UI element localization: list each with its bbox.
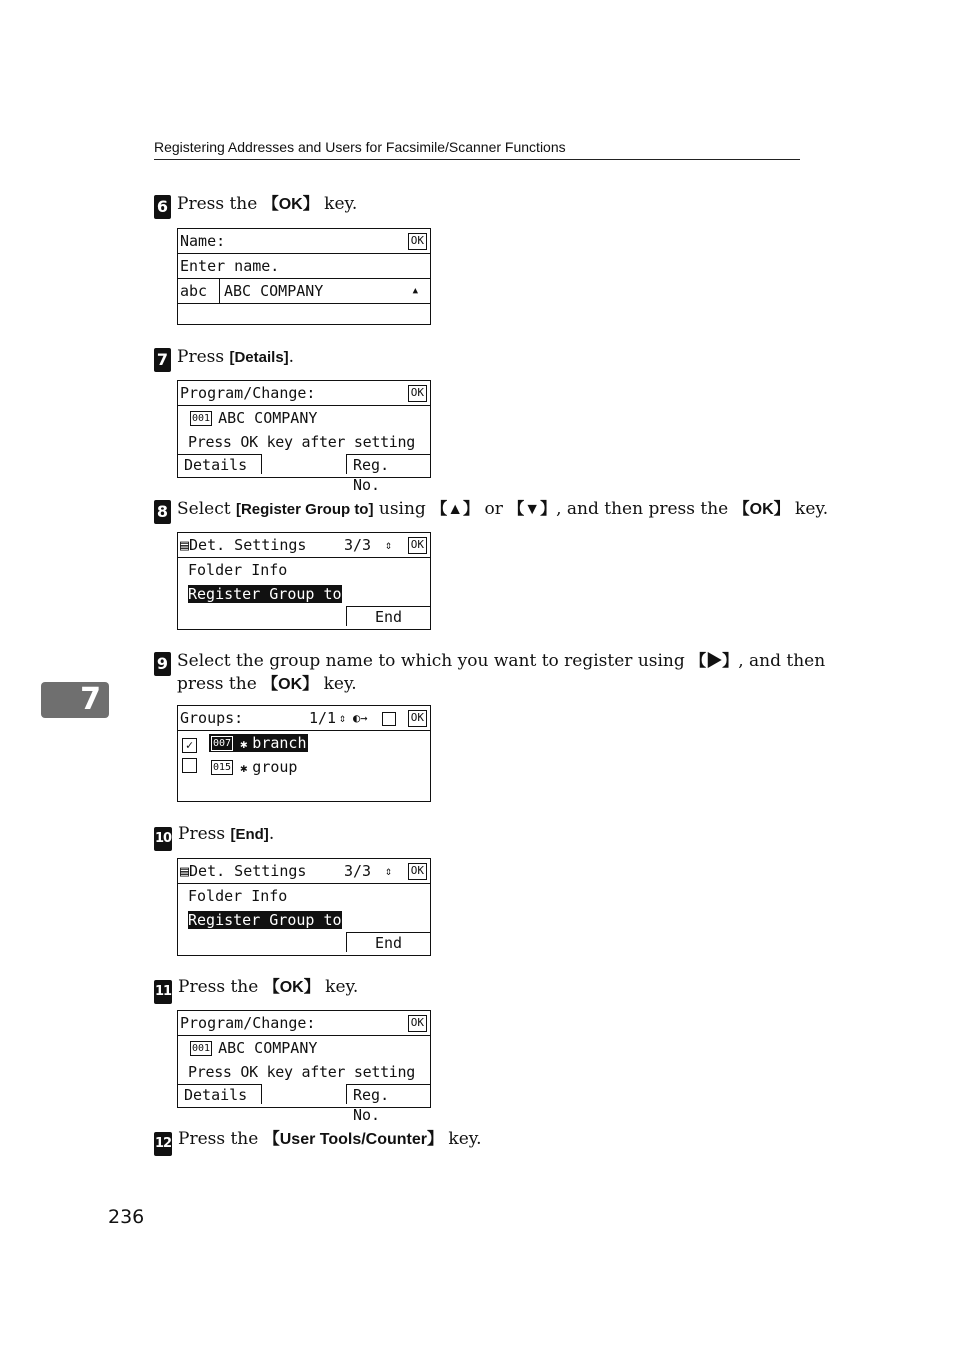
name-screen	[177, 228, 431, 325]
instruction-text: Press OK key after setting	[188, 433, 416, 451]
det-settings-screen	[177, 858, 431, 956]
step-number: 9	[154, 652, 171, 676]
ok-icon: OK	[408, 537, 427, 554]
checkbox-icon	[382, 712, 396, 726]
group-people-icon: ✱	[240, 761, 248, 775]
ok-icon: OK	[408, 385, 427, 402]
group-name: branch	[252, 734, 307, 752]
ok-icon: OK	[408, 1015, 427, 1032]
step-9: 9 Select the group name to which you want to register using 【▶】, and then	[154, 651, 825, 676]
user-tools-key-ref: 【User Tools/Counter】	[263, 1131, 444, 1148]
instruction-text: Press OK key after setting	[188, 1063, 416, 1081]
page-number: 236	[108, 1206, 145, 1228]
step-number: 7	[154, 348, 171, 372]
menu-item-folder-info[interactable]: Folder Info	[188, 561, 288, 579]
step-12: 12 Press the 【User Tools/Counter】 key.	[154, 1129, 482, 1156]
input-mode: abc	[178, 279, 220, 303]
end-button-ref: [End]	[230, 826, 269, 843]
up-down-icon: ⇕	[385, 864, 393, 878]
ok-icon: OK	[408, 233, 427, 250]
reg-no-softkey[interactable]: Reg. No.	[346, 454, 430, 474]
det-settings-screen	[177, 532, 431, 630]
page-indicator: 3/3	[344, 536, 372, 554]
ok-key-ref: 【OK】	[263, 979, 320, 996]
group-people-icon: ✱	[240, 737, 248, 751]
ok-key-ref: 【OK】	[262, 676, 319, 693]
reg-no-softkey[interactable]: Reg. No.	[346, 1084, 430, 1104]
register-group-button-ref: [Register Group to]	[235, 501, 374, 518]
right-key-ref: 【▶】	[690, 653, 739, 670]
step-number: 10	[154, 827, 172, 851]
menu-item-folder-info[interactable]: Folder Info	[188, 887, 288, 905]
group-checkbox[interactable]: ✓	[182, 738, 197, 753]
screen-title: Det. Settings	[189, 536, 307, 554]
details-softkey[interactable]: Details	[178, 1084, 262, 1104]
ok-icon: OK	[408, 710, 427, 727]
menu-item-register-group[interactable]: Register Group to	[188, 585, 342, 603]
ok-key-ref: 【OK】	[262, 196, 319, 213]
group-checkbox[interactable]	[182, 758, 197, 773]
step-number: 6	[154, 195, 171, 219]
program-change-screen	[177, 380, 431, 494]
step-number: 8	[154, 500, 171, 524]
details-button-ref: [Details]	[229, 349, 289, 366]
screen-title: Det. Settings	[189, 862, 307, 880]
program-change-screen	[177, 1010, 431, 1124]
up-down-icon: ⇕	[385, 538, 393, 552]
page-indicator: 3/3	[344, 862, 372, 880]
running-header: Registering Addresses and Users for Facsimile/Scanner Functions	[154, 138, 800, 160]
end-softkey[interactable]: End	[346, 932, 430, 952]
group-row[interactable]	[178, 731, 430, 755]
group-number: 015	[213, 762, 232, 773]
step-number: 11	[154, 980, 172, 1004]
group-row[interactable]	[178, 755, 430, 779]
group-name: group	[252, 758, 298, 776]
page-indicator: 1/1	[309, 709, 337, 727]
screen-title: Name:	[180, 232, 226, 250]
end-softkey[interactable]: End	[346, 606, 430, 626]
select-arrow-icon: ◐→	[353, 711, 368, 725]
step-10: 10 Press [End].	[154, 824, 274, 851]
groups-screen	[177, 705, 431, 802]
name-field[interactable]: ABC COMPANY	[224, 282, 324, 300]
up-key-ref: 【▲】	[431, 501, 480, 518]
step-number: 12	[154, 1132, 172, 1156]
menu-item-register-group[interactable]: Register Group to	[188, 911, 342, 929]
entry-name: ABC COMPANY	[218, 409, 318, 427]
entry-name: ABC COMPANY	[218, 1039, 318, 1057]
prompt-text: Enter name.	[180, 257, 280, 275]
reg-number: 001	[192, 413, 211, 424]
group-number: 007	[213, 738, 232, 749]
details-softkey[interactable]: Details	[178, 454, 262, 474]
ok-key-ref: 【OK】	[733, 501, 790, 518]
screen-title: Groups:	[180, 709, 244, 727]
step-9-continued: press the 【OK】 key.	[177, 674, 357, 694]
step-6: 6 Press the 【OK】 key.	[154, 194, 357, 219]
step-8: 8 Select [Register Group to] using 【▲】 or 【▼】, and then press the 【OK】 key.	[154, 499, 828, 524]
chapter-tab: 7	[41, 682, 109, 718]
screen-title: Program/Change:	[180, 384, 316, 402]
down-key-ref: 【▼】	[508, 501, 557, 518]
ok-icon: OK	[408, 863, 427, 880]
list-icon: ▤	[180, 862, 190, 880]
arrow-up-icon: ▲	[412, 286, 418, 296]
list-icon: ▤	[180, 536, 190, 554]
step-7: 7 Press [Details].	[154, 347, 294, 372]
screen-title: Program/Change:	[180, 1014, 316, 1032]
up-down-icon: ⇕	[339, 711, 347, 725]
step-11: 11 Press the 【OK】 key.	[154, 977, 358, 1004]
reg-number: 001	[192, 1043, 211, 1054]
